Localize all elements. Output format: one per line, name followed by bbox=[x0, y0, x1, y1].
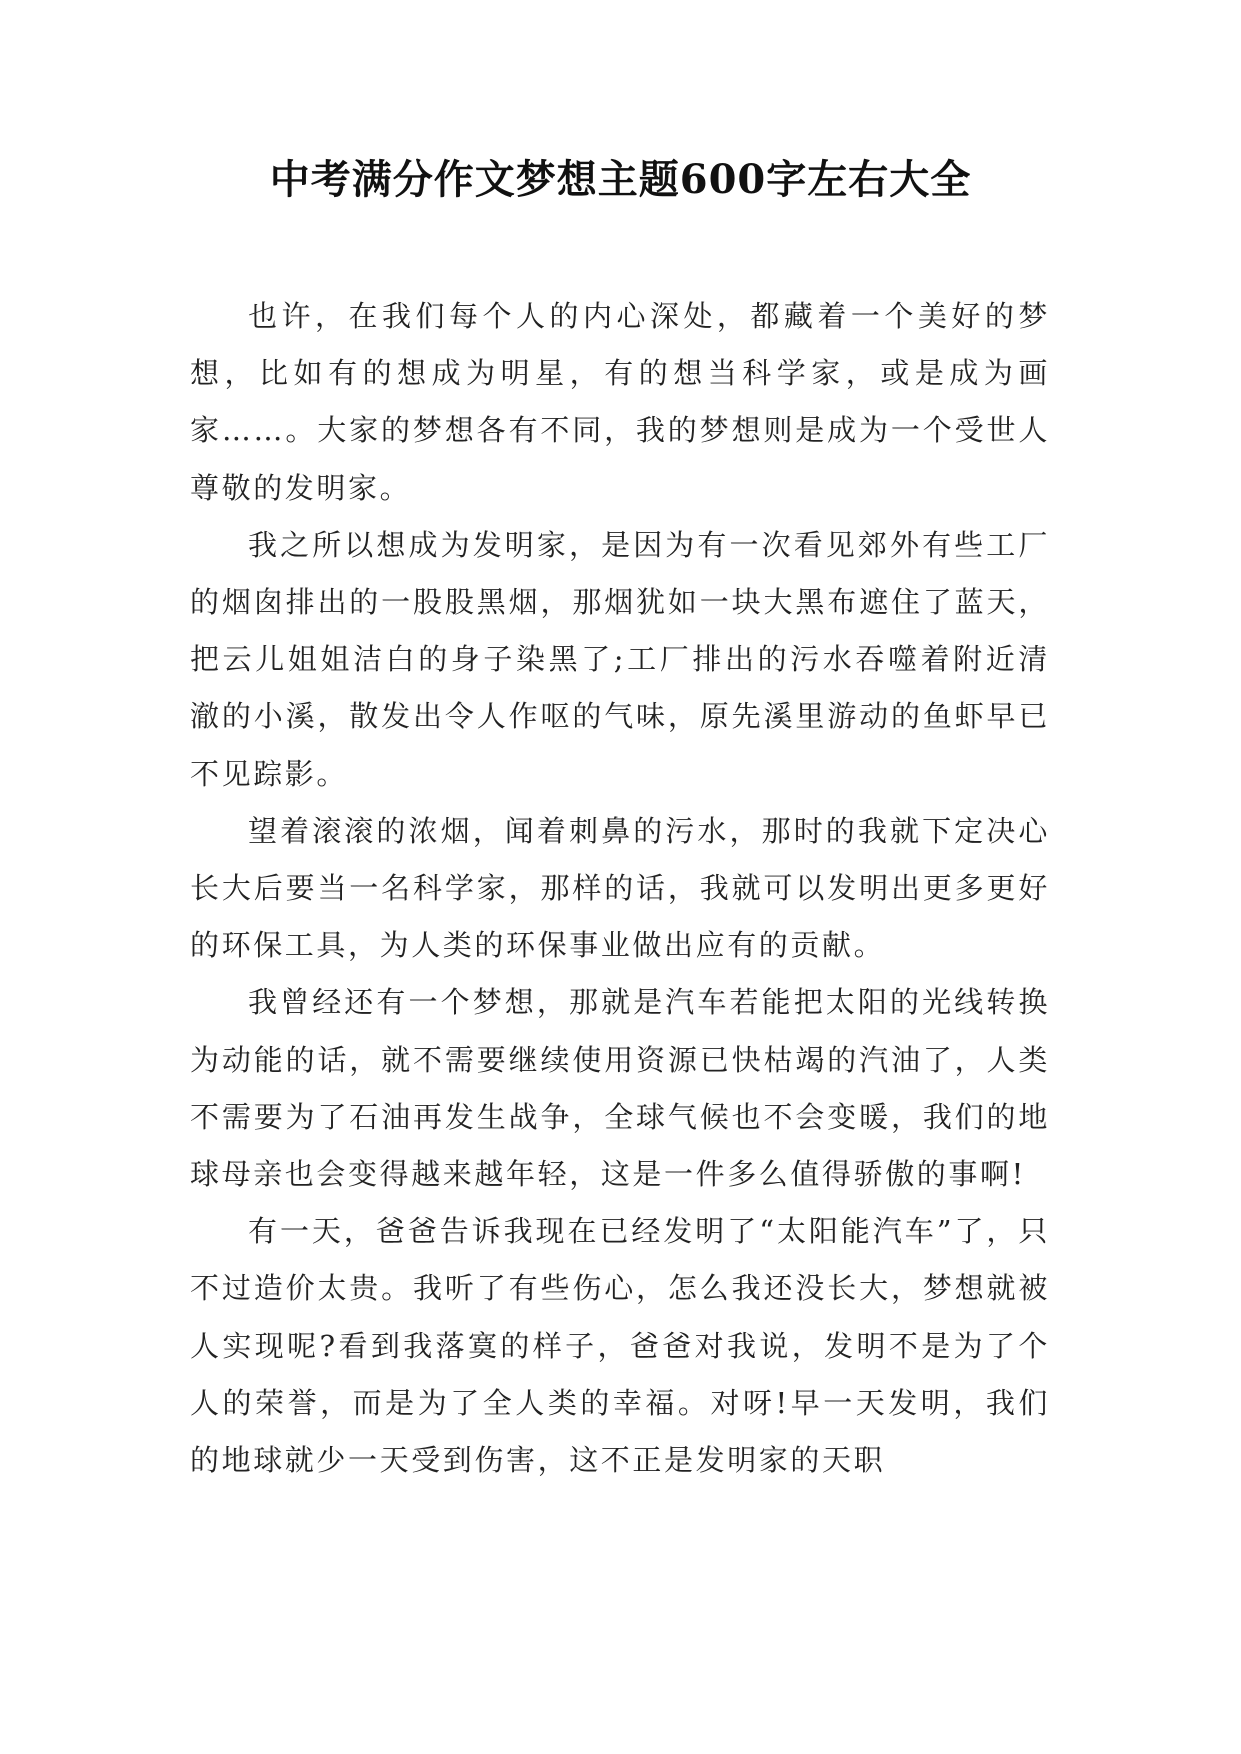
paragraph: 也许，在我们每个人的内心深处，都藏着一个美好的梦想，比如有的想成为明星，有的想当科学家，或是成为画家……。大家的梦想各有不同，我的梦想则是成为一个受世人尊敬的发明家。 bbox=[190, 299, 1050, 505]
paragraph: 望着滚滚的浓烟，闻着刺鼻的污水，那时的我就下定决心长大后要当一名科学家，那样的话，我就可以发明出更多更好的环保工具，为人类的环保事业做出应有的贡献。 bbox=[190, 813, 1050, 963]
document-body bbox=[190, 288, 1050, 1489]
document-title: 中考满分作文梦想主题600字左右大全 bbox=[269, 156, 972, 203]
paragraph: 我之所以想成为发明家，是因为有一次看见郊外有些工厂的烟囱排出的一股股黑烟，那烟犹如一块大黑布遮住了蓝天，把云儿姐姐洁白的身子染黑了;工厂排出的污水吞噬着附近清澈的小溪，散发出令人作呕的气味，原先溪里游动的鱼虾早已不见踪影。 bbox=[190, 527, 1050, 791]
paragraph: 有一天，爸爸告诉我现在已经发明了“太阳能汽车”了，只不过造价太贵。我听了有些伤心，怎么我还没长大，梦想就被人实现呢?看到我落寞的样子，爸爸对我说，发明不是为了个人的荣誉，而是为了全人类的幸福。对呀!早一天发明，我们的地球就少一天受到伤害，这不正是发明家的天职 bbox=[190, 1214, 1050, 1478]
paragraph: 我曾经还有一个梦想，那就是汽车若能把太阳的光线转换为动能的话，就不需要继续使用资源已快枯竭的汽油了，人类不需要为了石油再发生战争，全球气候也不会变暖，我们的地球母亲也会变得越来越年轻，这是一件多么值得骄傲的事啊! bbox=[190, 985, 1050, 1192]
